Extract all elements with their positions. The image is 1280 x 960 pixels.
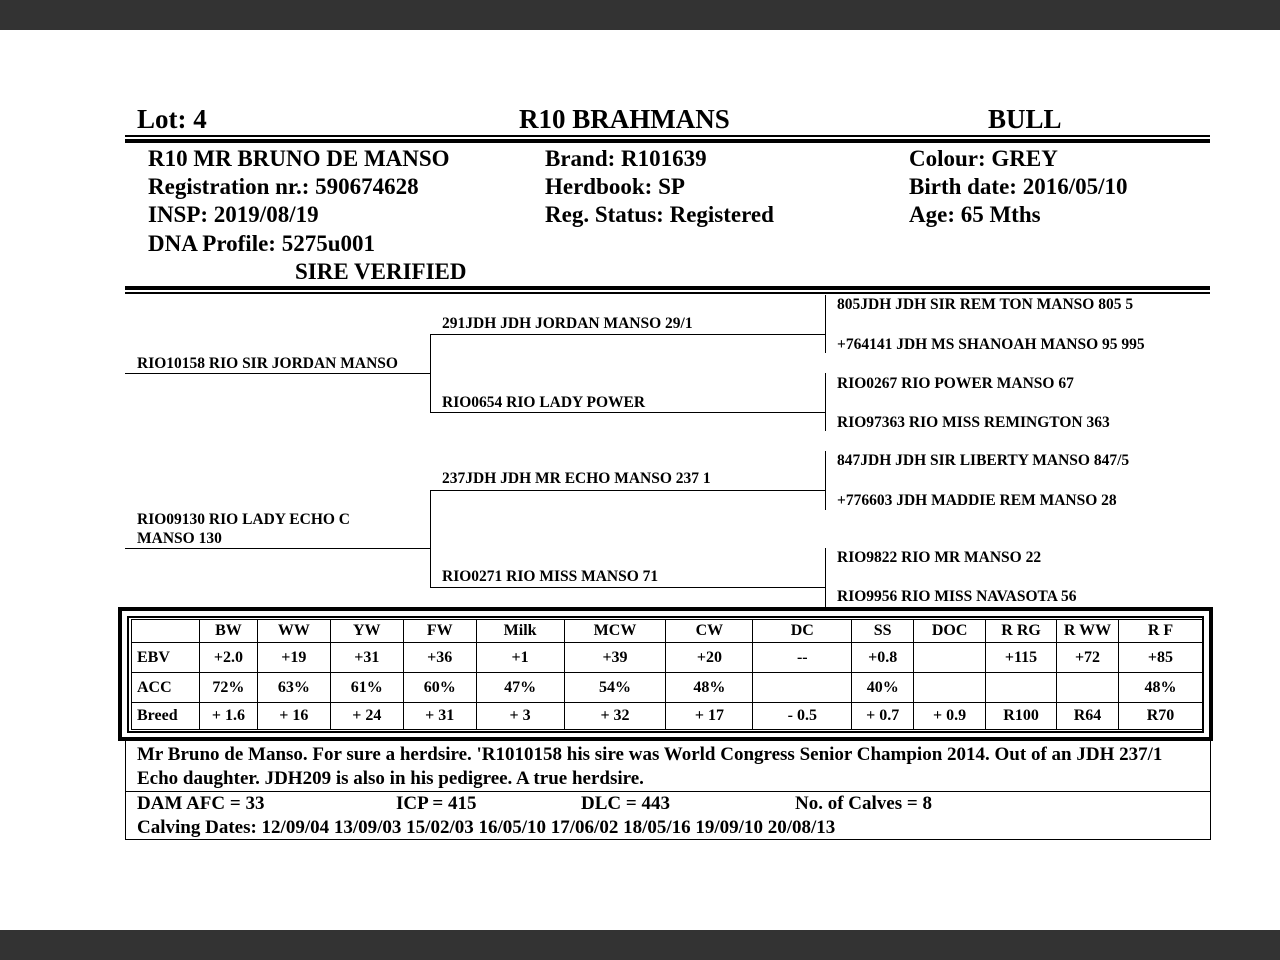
comment-text: Mr Bruno de Manso. For sure a herdsire. 'R1010158 his sire was World Congress Senior Champion 2014. Out of an JDH 237/1 Echo daughter. JDH209 is also in his pedigree. A true herdsire. <box>137 744 1163 789</box>
top-bar <box>0 0 1280 30</box>
table-cell: +0.8 <box>852 643 914 673</box>
table-cell <box>914 673 986 703</box>
table-cell: + 32 <box>564 703 666 730</box>
icp: ICP = 415 <box>396 793 477 814</box>
ds-bracket <box>825 451 826 510</box>
header-rule-thin <box>125 135 1210 137</box>
gg-name: RIO0267 RIO POWER MANSO 67 <box>837 375 1074 392</box>
sd-bracket <box>825 373 826 431</box>
table-cell: + 24 <box>330 703 403 730</box>
info-rule-thin <box>125 292 1210 294</box>
inspection-date: INSP: 2019/08/19 <box>148 202 319 227</box>
calving-dates: Calving Dates: 12/09/04 13/09/03 15/02/03 16/05/10 17/06/02 18/05/16 19/09/10 20/08/13 <box>137 817 836 838</box>
ebv-header-cell: R F <box>1118 620 1202 643</box>
age: Age: 65 Mths <box>909 202 1041 227</box>
herdbook: Herdbook: SP <box>545 174 685 199</box>
table-cell: + 1.6 <box>199 703 257 730</box>
gg-name: RIO9956 RIO MISS NAVASOTA 56 <box>837 588 1077 605</box>
ebv-header-cell: WW <box>257 620 330 643</box>
table-cell <box>753 673 852 703</box>
sire-sire-line <box>430 334 825 335</box>
table-row <box>132 643 1203 673</box>
ebv-header-cell: MCW <box>564 620 666 643</box>
dna-profile: DNA Profile: 5275u001 <box>148 231 376 256</box>
table-cell: +36 <box>403 643 476 673</box>
gg-name: 847JDH JDH SIR LIBERTY MANSO 847/5 <box>837 452 1130 469</box>
breed-title: R10 BRAHMANS <box>519 104 730 134</box>
table-cell: R70 <box>1118 703 1202 730</box>
ebv-header-cell: FW <box>403 620 476 643</box>
ebv-header-cell: SS <box>852 620 914 643</box>
table-cell: 60% <box>403 673 476 703</box>
sire-line <box>125 373 430 374</box>
table-cell: 72% <box>199 673 257 703</box>
table-row <box>132 673 1203 703</box>
ebv-header-cell: CW <box>666 620 753 643</box>
ebv-header-cell: DOC <box>914 620 986 643</box>
table-cell: +72 <box>1057 643 1119 673</box>
sire-bracket <box>430 334 431 412</box>
number-of-calves: No. of Calves = 8 <box>795 793 932 814</box>
table-cell: +39 <box>564 643 666 673</box>
row-label: Breed <box>132 703 200 730</box>
row-label: EBV <box>132 643 200 673</box>
table-cell: 63% <box>257 673 330 703</box>
table-cell: 54% <box>564 673 666 703</box>
row-label: ACC <box>132 673 200 703</box>
table-cell: R64 <box>1057 703 1119 730</box>
table-cell: + 17 <box>666 703 753 730</box>
table-cell: + 0.9 <box>914 703 986 730</box>
sire-verified: SIRE VERIFIED <box>295 259 467 284</box>
ss-bracket <box>825 295 826 353</box>
info-rule-thick <box>125 286 1210 290</box>
table-cell: + 16 <box>257 703 330 730</box>
gg-name: RIO97363 RIO MISS REMINGTON 363 <box>837 414 1110 431</box>
colour: Colour: GREY <box>909 146 1058 171</box>
table-row <box>132 703 1203 730</box>
table-cell: 40% <box>852 673 914 703</box>
sex-label: BULL <box>988 104 1062 134</box>
table-cell: + 31 <box>403 703 476 730</box>
table-cell: -- <box>753 643 852 673</box>
gg-name: 805JDH JDH SIR REM TON MANSO 805 5 <box>837 296 1134 313</box>
dd-bracket <box>825 548 826 607</box>
animal-name: R10 MR BRUNO DE MANSO <box>148 146 450 171</box>
table-cell: 47% <box>476 673 564 703</box>
header-rule-thick <box>125 139 1210 143</box>
sire-sire-name: 291JDH JDH JORDAN MANSO 29/1 <box>442 315 693 332</box>
dam-bracket <box>430 490 431 587</box>
table-cell: +85 <box>1118 643 1202 673</box>
ebv-header-cell: DC <box>753 620 852 643</box>
gg-name: +764141 JDH MS SHANOAH MANSO 95 995 <box>837 336 1145 353</box>
table-cell <box>1057 673 1119 703</box>
ebv-header-cell: R RG <box>986 620 1057 643</box>
dam-name-line1: RIO09130 RIO LADY ECHO C <box>137 511 350 528</box>
table-cell: +31 <box>330 643 403 673</box>
table-cell <box>914 643 986 673</box>
table-cell: +2.0 <box>199 643 257 673</box>
table-cell: + 0.7 <box>852 703 914 730</box>
table-cell: +19 <box>257 643 330 673</box>
table-cell: R100 <box>986 703 1057 730</box>
table-cell <box>986 673 1057 703</box>
dam-sire-name: 237JDH JDH MR ECHO MANSO 237 1 <box>442 470 711 487</box>
ebv-table <box>131 619 1203 730</box>
reg-status: Reg. Status: Registered <box>545 202 774 227</box>
ebv-header-cell: YW <box>330 620 403 643</box>
dlc: DLC = 443 <box>581 793 670 814</box>
brand: Brand: R101639 <box>545 146 707 171</box>
dam-line <box>125 548 430 549</box>
table-cell: +1 <box>476 643 564 673</box>
gg-name: RIO9822 RIO MR MANSO 22 <box>837 549 1042 566</box>
table-cell: +115 <box>986 643 1057 673</box>
dam-sire-line <box>430 490 825 491</box>
table-cell: 48% <box>666 673 753 703</box>
lot-number: Lot: 4 <box>137 104 207 134</box>
sire-dam-name: RIO0654 RIO LADY POWER <box>442 394 646 411</box>
ebv-header-cell <box>132 620 200 643</box>
ebv-header-cell: Milk <box>476 620 564 643</box>
dam-name-line2: MANSO 130 <box>137 530 222 547</box>
table-cell: + 3 <box>476 703 564 730</box>
ebv-header-cell: BW <box>199 620 257 643</box>
registration-number: Registration nr.: 590674628 <box>148 174 419 199</box>
dam-dam-name: RIO0271 RIO MISS MANSO 71 <box>442 568 659 585</box>
sire-name: RIO10158 RIO SIR JORDAN MANSO <box>137 355 398 372</box>
table-cell: +20 <box>666 643 753 673</box>
table-cell: - 0.5 <box>753 703 852 730</box>
bottom-bar <box>0 930 1280 960</box>
dam-dam-line <box>430 587 825 588</box>
sire-dam-line <box>430 412 825 413</box>
table-cell: 61% <box>330 673 403 703</box>
gg-name: +776603 JDH MADDIE REM MANSO 28 <box>837 492 1117 509</box>
table-cell: 48% <box>1118 673 1202 703</box>
birth-date: Birth date: 2016/05/10 <box>909 174 1128 199</box>
ebv-header-cell: R WW <box>1057 620 1119 643</box>
dam-afc: DAM AFC = 33 <box>137 793 265 814</box>
